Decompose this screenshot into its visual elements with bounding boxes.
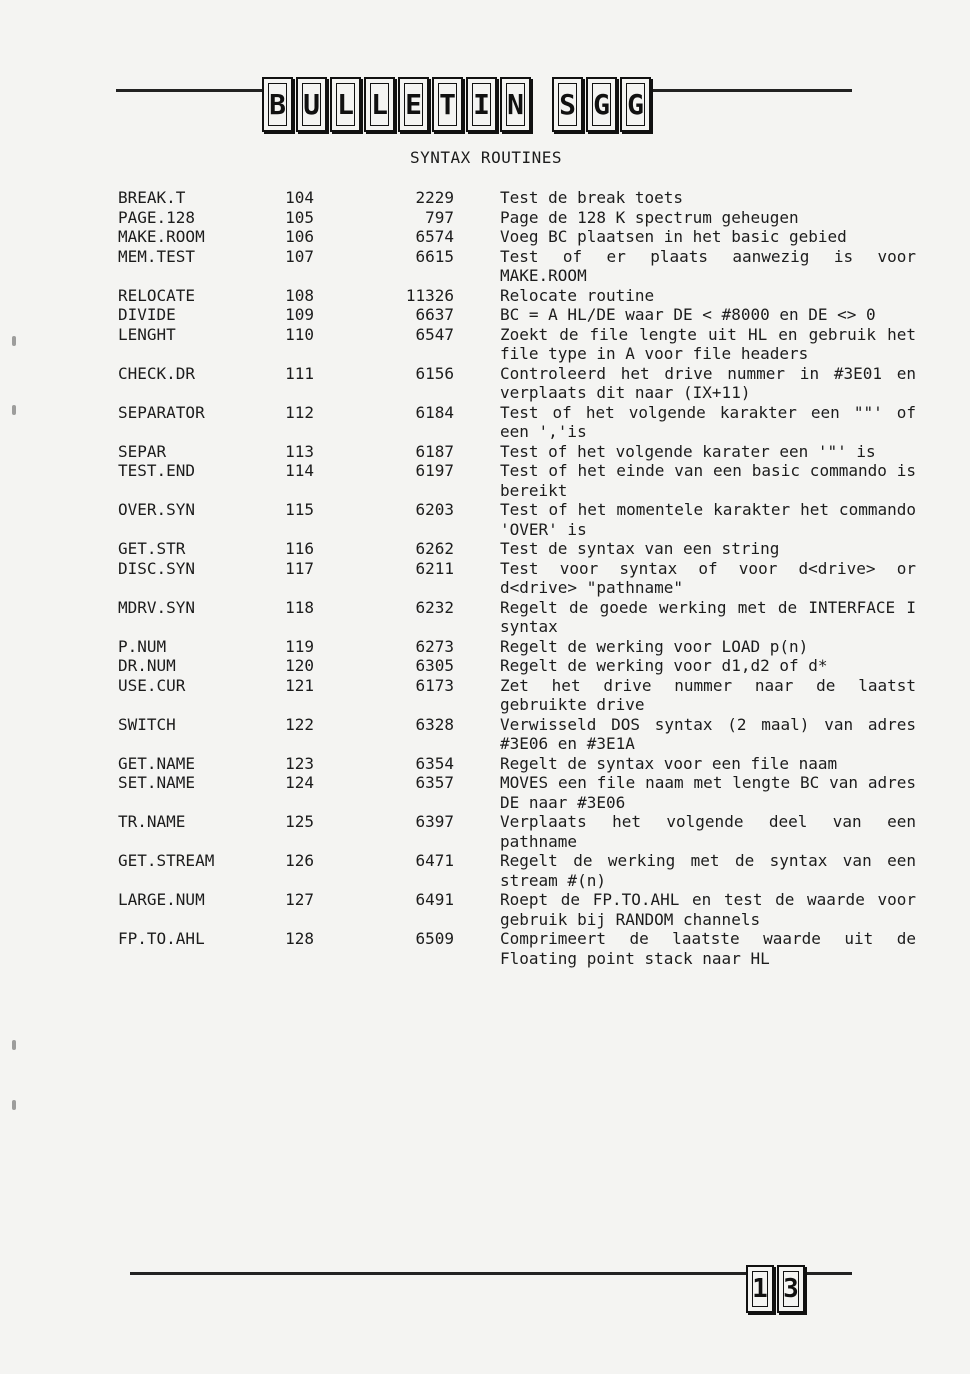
routine-name: GET.NAME: [118, 753, 196, 773]
routine-address: 6184: [415, 402, 454, 422]
routine-row: [118, 364, 916, 403]
routine-row: [118, 461, 916, 500]
routine-name: MDRV.SYN: [118, 597, 196, 617]
routine-row: [118, 325, 916, 364]
routine-number: 105: [285, 207, 314, 227]
routine-description: Verwisseld DOS syntax (2 maal) van adres #3E06 en #3E1A: [500, 714, 916, 753]
routine-name: FP.TO.AHL: [118, 929, 205, 948]
routine-description: Test de syntax van een string: [500, 539, 780, 558]
routine-name: SET.NAME: [118, 773, 196, 792]
routine-description: Test of het momentele karakter het commando 'OVER' is: [500, 500, 916, 539]
routine-address: 6357: [415, 773, 454, 792]
logo-letter: T: [432, 77, 463, 132]
routine-name: PAGE.128: [118, 207, 196, 227]
routine-address: 6232: [415, 597, 454, 617]
routine-number: 119: [285, 636, 314, 656]
routine-description: Voeg BC plaatsen in het basic gebied: [500, 227, 847, 246]
routine-description: MOVES een file naam met lengte BC van adres DE naar #3E06: [500, 773, 916, 812]
routine-name: P.NUM: [118, 636, 167, 656]
routine-description: Test of het volgende karakter een ""' of een ','is: [500, 402, 916, 441]
routine-address: 6547: [415, 324, 454, 344]
routine-name: LENGHT: [118, 324, 176, 344]
routine-number: 110: [285, 324, 314, 344]
routine-description: Test of het volgende karater een '"' is: [500, 441, 876, 461]
routine-row: [118, 890, 916, 929]
routine-number: 128: [285, 929, 314, 948]
routine-row: [118, 715, 916, 754]
bulletin-logo: [262, 77, 654, 132]
routine-number: 120: [285, 656, 314, 675]
logo-letter: G: [586, 77, 617, 132]
routine-description: Test voor syntax of voor d<drive> or d<drive> "pathname": [500, 558, 916, 597]
routine-description: Verplaats het volgende deel van een pathname: [500, 812, 916, 851]
routine-row: [118, 500, 916, 539]
routine-address: 6491: [415, 890, 454, 909]
routine-description: Regelt de werking met de syntax van een stream #(n): [500, 851, 916, 890]
routine-row: [118, 188, 916, 208]
routine-number: 115: [285, 500, 314, 519]
routine-row: [118, 598, 916, 637]
routine-address: 6173: [415, 675, 454, 695]
binder-mark: [12, 1100, 16, 1110]
routine-number: 121: [285, 675, 314, 695]
routine-address: 6509: [415, 929, 454, 948]
routine-name: BREAK.T: [118, 188, 186, 207]
routine-address: 6637: [415, 305, 454, 324]
routine-name: DIVIDE: [118, 305, 176, 324]
logo-letter: B: [262, 77, 293, 132]
routine-address: 6187: [415, 441, 454, 461]
header-rule-right: [640, 89, 852, 92]
routine-name: SEPAR: [118, 441, 167, 461]
routine-row: [118, 637, 916, 657]
routine-description: Zoekt de file lengte uit HL en gebruik het file type in A voor file headers: [500, 324, 916, 363]
routine-description: Relocate routine: [500, 285, 655, 305]
routines-table: [118, 188, 916, 968]
routine-number: 104: [285, 188, 314, 207]
routine-row: [118, 286, 916, 306]
routine-description: Regelt de werking voor LOAD p(n): [500, 636, 809, 656]
routine-address: 6156: [415, 363, 454, 383]
routine-name: GET.STREAM: [118, 851, 215, 870]
routine-description: Controleerd het drive nummer in #3E01 en verplaats dit naar (IX+11): [500, 363, 916, 402]
routine-address: 797: [425, 207, 454, 227]
routine-address: 6574: [415, 227, 454, 246]
routine-address: 6397: [415, 812, 454, 831]
routine-number: 112: [285, 402, 314, 422]
logo-letter: E: [398, 77, 429, 132]
routine-row: [118, 559, 916, 598]
binder-mark: [12, 336, 16, 346]
routine-number: 109: [285, 305, 314, 324]
routine-row: [118, 227, 916, 247]
routine-name: OVER.SYN: [118, 500, 196, 519]
routine-row: [118, 403, 916, 442]
logo-letter: N: [500, 77, 531, 132]
routine-number: 116: [285, 539, 314, 558]
routine-row: [118, 851, 916, 890]
logo-letter: L: [330, 77, 361, 132]
routine-row: [118, 656, 916, 676]
routine-name: GET.STR: [118, 539, 186, 558]
routine-name: MEM.TEST: [118, 246, 196, 266]
routine-name: DR.NUM: [118, 656, 176, 675]
routine-number: 118: [285, 597, 314, 617]
routine-address: 6328: [415, 714, 454, 734]
routine-number: 125: [285, 812, 314, 831]
routine-description: BC = A HL/DE waar DE < #8000 en DE <> 0: [500, 305, 876, 324]
routine-number: 108: [285, 285, 314, 305]
routine-address: 11326: [405, 285, 454, 305]
routine-row: [118, 929, 916, 968]
footer-rule-right: [804, 1272, 852, 1275]
logo-letter: U: [296, 77, 327, 132]
routine-name: RELOCATE: [118, 285, 196, 305]
routine-row: [118, 247, 916, 286]
routine-description: Regelt de syntax voor een file naam: [500, 753, 838, 773]
routine-address: 6203: [415, 500, 454, 519]
routine-name: SEPARATOR: [118, 402, 205, 422]
routine-row: [118, 754, 916, 774]
routine-address: 6211: [415, 558, 454, 578]
routine-description: Comprimeert de laatste waarde uit de Floating point stack naar HL: [500, 929, 916, 968]
routine-number: 106: [285, 227, 314, 246]
logo-letter: I: [466, 77, 497, 132]
routine-description: Roept de FP.TO.AHL en test de waarde voor gebruik bij RANDOM channels: [500, 890, 916, 929]
routine-name: LARGE.NUM: [118, 890, 205, 909]
routine-number: 117: [285, 558, 314, 578]
routine-name: SWITCH: [118, 714, 176, 734]
routine-row: [118, 539, 916, 559]
routine-number: 122: [285, 714, 314, 734]
routine-name: CHECK.DR: [118, 363, 196, 383]
page-number-digit: 1: [746, 1265, 774, 1313]
routine-number: 111: [285, 363, 314, 383]
routine-description: Test of er plaats aanwezig is voor MAKE.ROOM: [500, 246, 916, 285]
logo-letter: S: [552, 77, 583, 132]
routine-description: Test de break toets: [500, 188, 684, 207]
binder-mark: [12, 1040, 16, 1050]
routine-description: Test of het einde van een basic commando is bereikt: [500, 461, 916, 500]
routine-description: Regelt de goede werking met de INTERFACE I syntax: [500, 597, 916, 636]
routine-address: 6273: [415, 636, 454, 656]
logo-letter: G: [620, 77, 651, 132]
routine-row: [118, 208, 916, 228]
routine-address: 2229: [415, 188, 454, 207]
logo-letter: L: [364, 77, 395, 132]
routine-name: DISC.SYN: [118, 558, 196, 578]
routine-address: 6305: [415, 656, 454, 675]
routine-description: Page de 128 K spectrum geheugen: [500, 207, 799, 227]
footer-rule: [130, 1272, 746, 1275]
routine-row: [118, 676, 916, 715]
routine-description: Regelt de werking voor d1,d2 of d*: [500, 656, 828, 675]
page-number: [746, 1265, 808, 1313]
routine-address: 6471: [415, 851, 454, 870]
routine-number: 123: [285, 753, 314, 773]
routine-address: 6197: [415, 461, 454, 480]
routine-address: 6262: [415, 539, 454, 558]
routine-number: 114: [285, 461, 314, 480]
routine-name: USE.CUR: [118, 675, 186, 695]
routine-row: [118, 773, 916, 812]
routine-number: 113: [285, 441, 314, 461]
routine-number: 107: [285, 246, 314, 266]
routine-number: 127: [285, 890, 314, 909]
routine-name: TR.NAME: [118, 812, 186, 831]
header-rule-left: [116, 89, 262, 92]
routine-name: MAKE.ROOM: [118, 227, 205, 246]
routine-row: [118, 812, 916, 851]
page-number-digit: 3: [777, 1265, 805, 1313]
routine-number: 126: [285, 851, 314, 870]
routine-name: TEST.END: [118, 461, 196, 480]
routine-address: 6615: [415, 246, 454, 266]
routine-row: [118, 442, 916, 462]
routine-description: Zet het drive nummer naar de laatst gebruikte drive: [500, 675, 916, 714]
routine-number: 124: [285, 773, 314, 792]
routine-address: 6354: [415, 753, 454, 773]
page-title: SYNTAX ROUTINES: [410, 148, 562, 167]
binder-mark: [12, 405, 16, 415]
routine-row: [118, 305, 916, 325]
